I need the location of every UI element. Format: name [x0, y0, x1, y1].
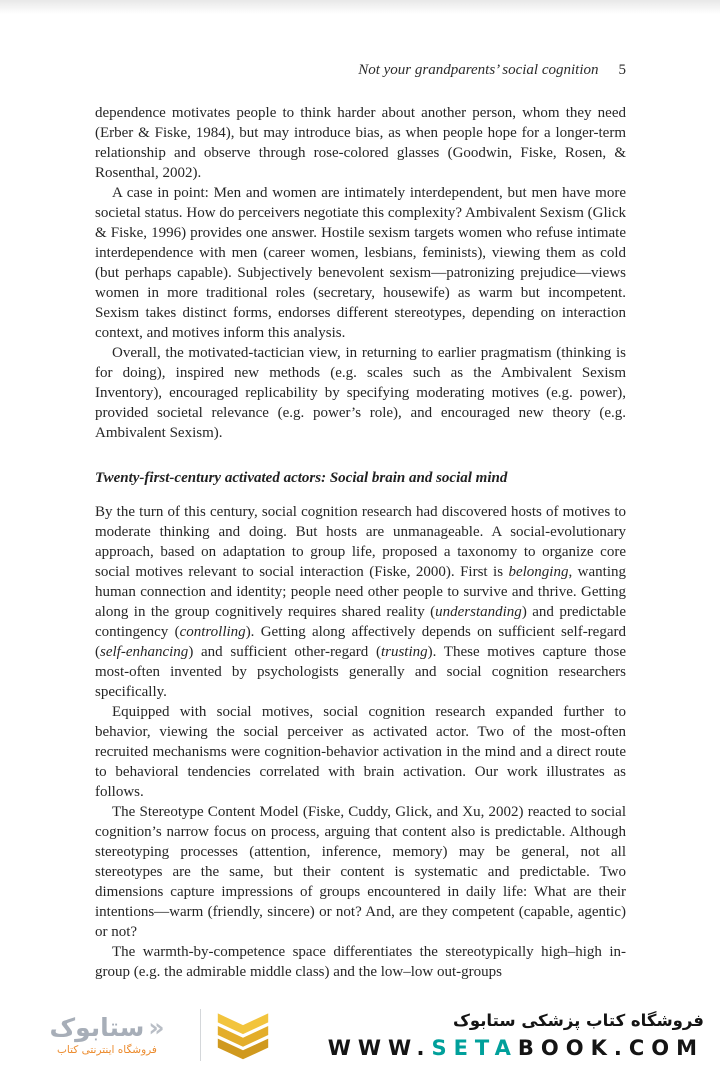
footer-right: [279, 1011, 708, 1060]
store-name: فروشگاه کتاب پزشکی ستابوک: [453, 1010, 704, 1030]
url-brand: SETA: [431, 1035, 518, 1060]
website-url: [279, 1036, 704, 1060]
logo-subtitle: فروشگاه اینترنتی کتاب: [57, 1044, 157, 1057]
book-page: [95, 62, 626, 982]
page-number: 5: [618, 62, 626, 78]
url-prefix: WWW.: [327, 1035, 432, 1060]
paragraph-6: The Stereotype Content Model (Fiske, Cuddy, Glick, and Xu, 2002) reacted to social cognition’s narrow focus on process, arguing that content also is predictable. Although stereotyping processes (attention, inference, memory) may be general, not all stereotypes are the same, but their content is systematic and predictable. Two dimensions capture impressions of groups encountered in daily life: What are their intentions—warm (friendly, sincere) or not? And, are they competent (capable, agentic) or not?: [95, 804, 626, 940]
url-suffix: BOOK.COM: [517, 1035, 704, 1060]
paragraph-7: The warmth-by-competence space differentiates the stereotypically high–high in-group (e.g. the admirable middle class) and the low–low out-groups: [95, 944, 626, 980]
chevron-mark-icon: «: [148, 1012, 165, 1042]
page-header: [95, 62, 626, 79]
paragraph-2: A case in point: Men and women are intimately interdependent, but men have more societal status. How do perceivers negotiate this complexity? Ambivalent Sexism (Glick & Fiske, 1996) provides one answer. Hostile sexism targets women who refuse intimate interdependence with men (career women, lesbians, feminists), viewing them as cold (but perhaps capable). Subjectively benevolent sexism—patronizing prejudice—views women in more traditional roles (secretary, housewife) as warm but incompetent. Sexism takes distinct forms, endorses different stereotypes, depending on interaction context, and motives inform this analysis.: [95, 185, 626, 341]
section-heading: Twenty-first-century activated actors: Social brain and social mind: [95, 470, 508, 486]
logo-wordmark-text: ستابوک: [49, 1012, 145, 1042]
body-text: [95, 103, 626, 982]
running-head: Not your grandparents’ social cognition: [358, 62, 599, 78]
footer-divider: [200, 1009, 201, 1061]
watermark-footer: [0, 994, 720, 1080]
logo-wordmark: [26, 1014, 188, 1042]
paragraph-3: Overall, the motivated-tactician view, in returning to earlier pragmatism (thinking is for doing), inspired new methods (e.g. scales such as the Ambivalent Sexism Inventory), encouraged replicability by specifying moderating motives (e.g. power), provided societal relevance (e.g. power’s role), and encouraged new theory (e.g. Ambivalent Sexism).: [95, 345, 626, 441]
paragraph-5: Equipped with social motives, social cognition research expanded further to behavior, viewing the social perceiver as activated actor. Two of the most-often recruited mechanisms were cognition-behavior activation in the mind and a direct route to behavioral tendencies correlated with brain activation. Our work illustrates as follows.: [95, 704, 626, 800]
setabook-logo: [26, 1014, 188, 1057]
stacked-book-chevrons-icon: [215, 1008, 271, 1062]
paragraph-4: By the turn of this century, social cognition research had discovered hosts of motives to moderate thinking and doing. But hosts are unmanageable. A social-evolutionary approach, based on adaptation to group life, proposed a taxonomy to organize core social motives relevant to social interaction (Fiske, 2000). First is belonging, wanting human connection and identity; people need other people to survive and thrive. Getting along in the group cognitively requires shared reality (understanding) and predictable contingency (controlling). Getting along affectively depends on sufficient self-regard (self-enhancing) and sufficient other-regard (trusting). These motives capture those most-often invented by psychologists generally and social cognition researchers specifically.: [95, 504, 626, 700]
paragraph-1: dependence motivates people to think harder about another person, whom they need (Erber & Fiske, 1984), but may introduce bias, as when people hope for a longer-term relationship and observe through rose-colored glasses (Goodwin, Fiske, Rosen, & Rosenthal, 2002).: [95, 105, 626, 181]
